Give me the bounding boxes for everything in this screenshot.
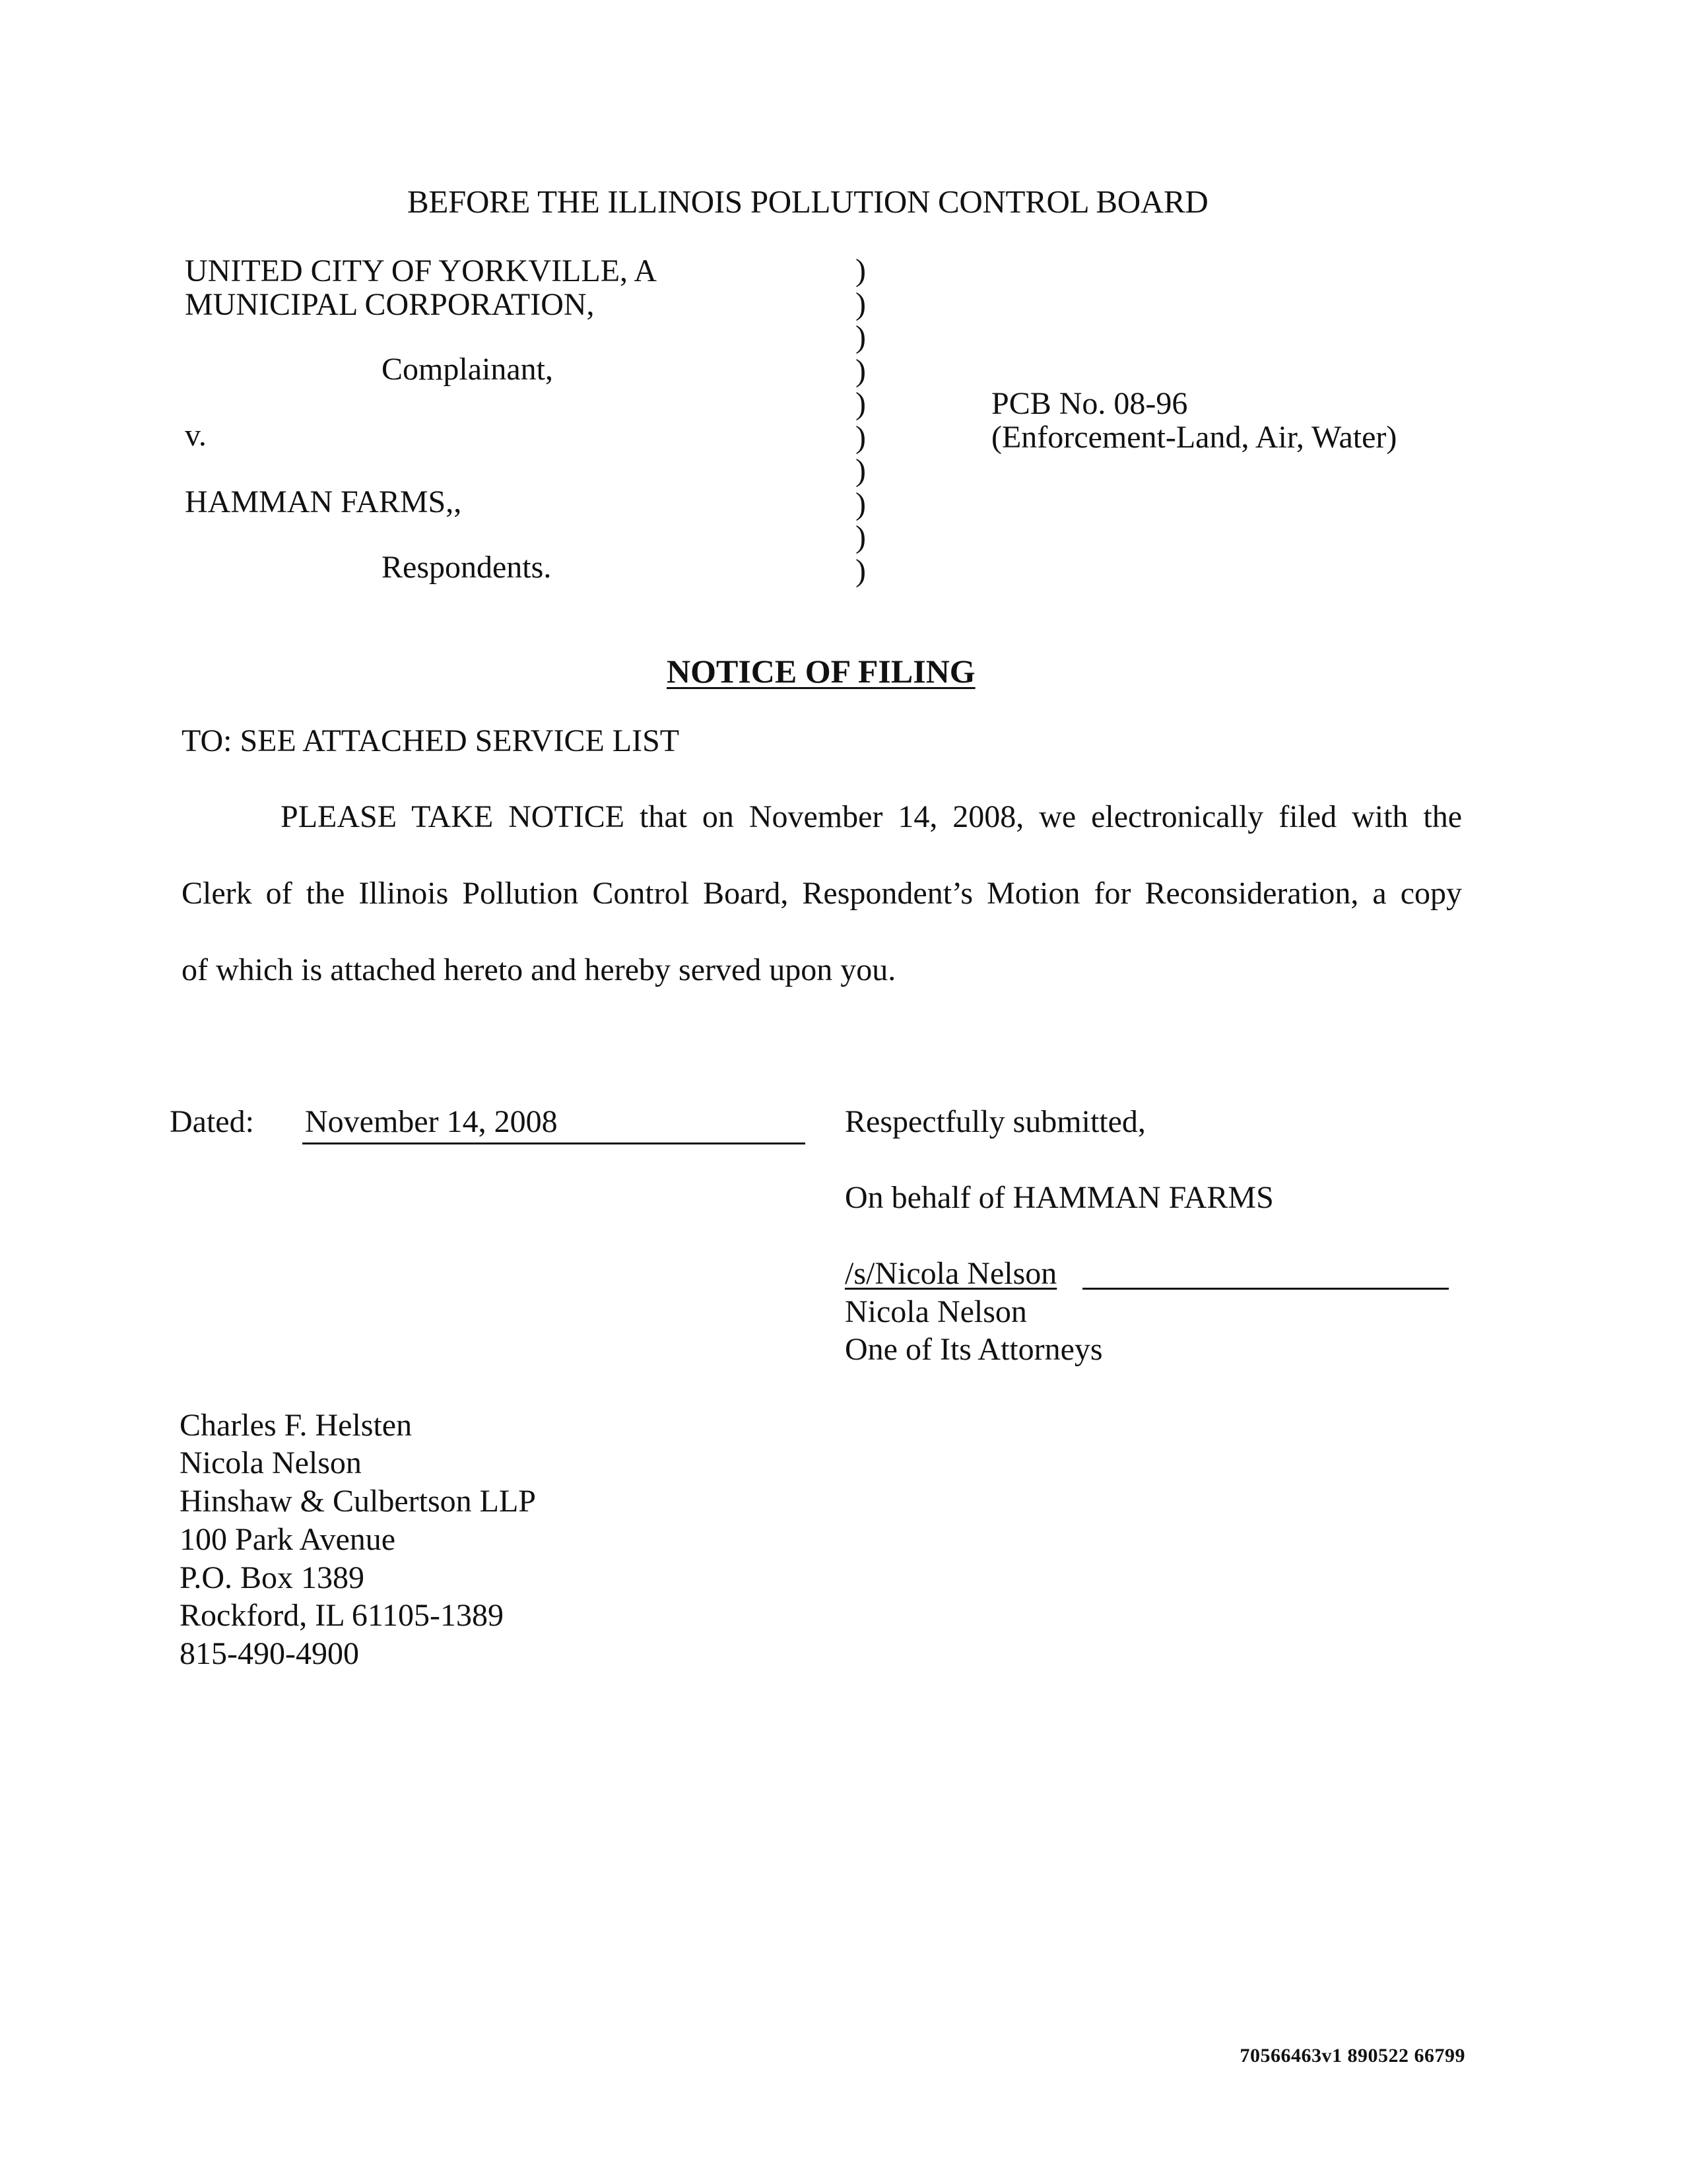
dated-underline	[302, 1142, 805, 1144]
case-type: (Enforcement-Land, Air, Water)	[991, 420, 1397, 455]
address-line: Hinshaw & Culbertson LLP	[180, 1484, 536, 1519]
respondent-name: HAMMAN FARMS,,	[185, 484, 462, 519]
signer-name: Nicola Nelson	[845, 1294, 1027, 1329]
caption-paren: )	[855, 352, 866, 388]
caption-paren: )	[855, 419, 866, 455]
signer-title: One of Its Attorneys	[845, 1332, 1103, 1367]
complainant-name-line1: UNITED CITY OF YORKVILLE, A	[185, 253, 657, 288]
caption-paren: )	[855, 453, 866, 488]
electronic-signature: /s/Nicola Nelson	[845, 1256, 1057, 1291]
caption-paren: )	[855, 386, 866, 421]
document-id: 70566463v1 890522 66799	[1240, 2045, 1465, 2067]
address-line: Charles F. Helsten	[180, 1408, 413, 1443]
notice-body-line3: of which is attached hereto and hereby served upon you.	[182, 952, 896, 987]
court-heading: BEFORE THE ILLINOIS POLLUTION CONTROL BOARD	[407, 183, 1209, 220]
caption-parentheses	[855, 254, 882, 587]
closing-text: Respectfully submitted,	[845, 1104, 1146, 1139]
dated-label: Dated:	[170, 1104, 254, 1139]
caption-paren: )	[855, 286, 866, 321]
caption-paren: )	[855, 552, 866, 588]
notice-title: NOTICE OF FILING	[667, 653, 976, 690]
address-line: Nicola Nelson	[180, 1445, 362, 1480]
caption-paren: )	[855, 486, 866, 521]
address-line: P.O. Box 1389	[180, 1560, 365, 1595]
versus-label: v.	[185, 418, 207, 453]
caption-paren: )	[855, 253, 866, 288]
caption-paren: )	[855, 519, 866, 554]
address-line: Rockford, IL 61105-1389	[180, 1598, 504, 1633]
case-number: PCB No. 08-96	[991, 386, 1188, 421]
signature-line	[1082, 1288, 1449, 1290]
notice-body-line2: Clerk of the Illinois Pollution Control Board, Respondent’s Motion for Reconsideration, a copy	[182, 876, 1462, 911]
caption-paren: )	[855, 319, 866, 354]
complainant-name-line2: MUNICIPAL CORPORATION,	[185, 287, 595, 322]
address-line: 100 Park Avenue	[180, 1522, 396, 1557]
service-list-line: TO: SEE ATTACHED SERVICE LIST	[182, 723, 680, 758]
dated-value: November 14, 2008	[305, 1104, 558, 1139]
respondent-role: Respondents.	[381, 550, 552, 585]
address-line: 815-490-4900	[180, 1636, 359, 1671]
on-behalf-text: On behalf of HAMMAN FARMS	[845, 1180, 1274, 1215]
notice-body-line1: PLEASE TAKE NOTICE that on November 14, 2008, we electronically filed with the	[281, 799, 1462, 834]
complainant-role: Complainant,	[381, 352, 553, 387]
